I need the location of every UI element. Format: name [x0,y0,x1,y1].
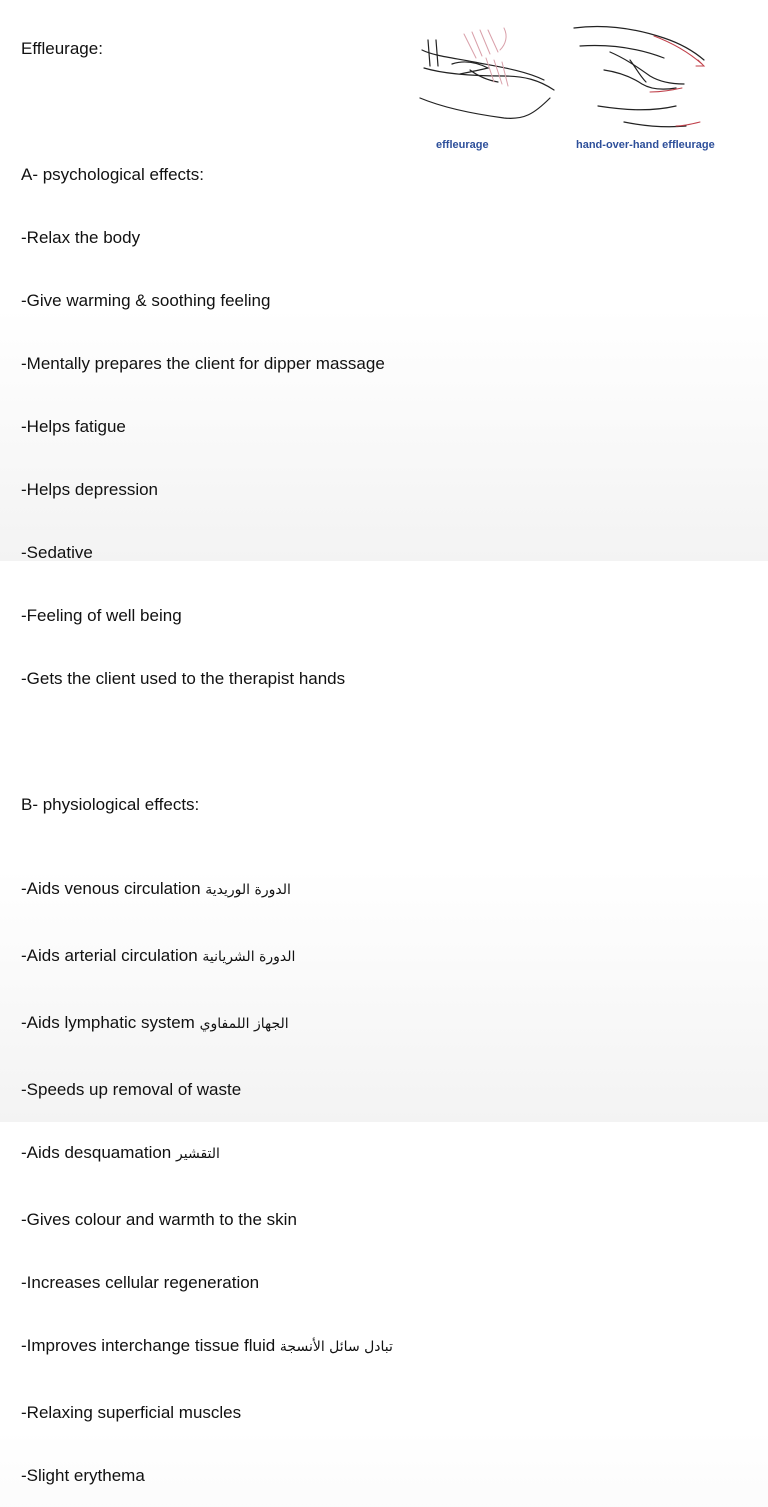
arabic-translation: الجهاز اللمفاوي [199,1016,289,1032]
effleurage-notes [21,0,431,1507]
effleurage-illustration [414,18,754,160]
caption-effleurage: effleurage [436,139,489,151]
arabic-translation: التقشير [176,1146,220,1162]
physio-item: -Increases cellular regeneration [21,1273,260,1292]
psych-item: -Relax the body [21,228,141,247]
page-title: Effleurage: [21,39,103,58]
arabic-translation: الدورة الوريدية [205,882,291,898]
arabic-translation: تبادل سائل الأنسجة [279,1339,393,1355]
physio-item: -Aids venous circulation الدورة الوريدية [21,879,291,898]
psych-item: -Give warming & soothing feeling [21,291,271,310]
psych-item: -Helps fatigue [21,417,126,436]
psych-item: -Mentally prepares the client for dipper massage [21,354,385,373]
arabic-translation: الدورة الشريانية [202,949,296,965]
physio-item: -Improves interchange tissue fluid تبادل سائل الأنسجة [21,1336,393,1355]
physio-item: -Aids arterial circulation الدورة الشريانية [21,946,296,965]
physiological-heading: B- physiological effects: [21,795,200,814]
physio-item: -Speeds up removal of waste [21,1080,242,1099]
caption-hand-over-hand: hand-over-hand effleurage [576,139,715,151]
psych-item: -Feeling of well being [21,606,182,625]
physio-item: -Aids desquamation التقشير [21,1143,220,1162]
physio-item: -Slight erythema [21,1466,145,1485]
psych-item: -Gets the client used to the therapist hands [21,669,346,688]
psych-item: -Sedative [21,543,93,562]
physio-item: -Gives colour and warmth to the skin [21,1210,297,1229]
physio-item: -Relaxing superficial muscles [21,1403,242,1422]
physio-item: -Aids lymphatic system الجهاز اللمفاوي [21,1013,289,1032]
psych-item: -Helps depression [21,480,159,499]
psychological-heading: A- psychological effects: [21,165,204,184]
